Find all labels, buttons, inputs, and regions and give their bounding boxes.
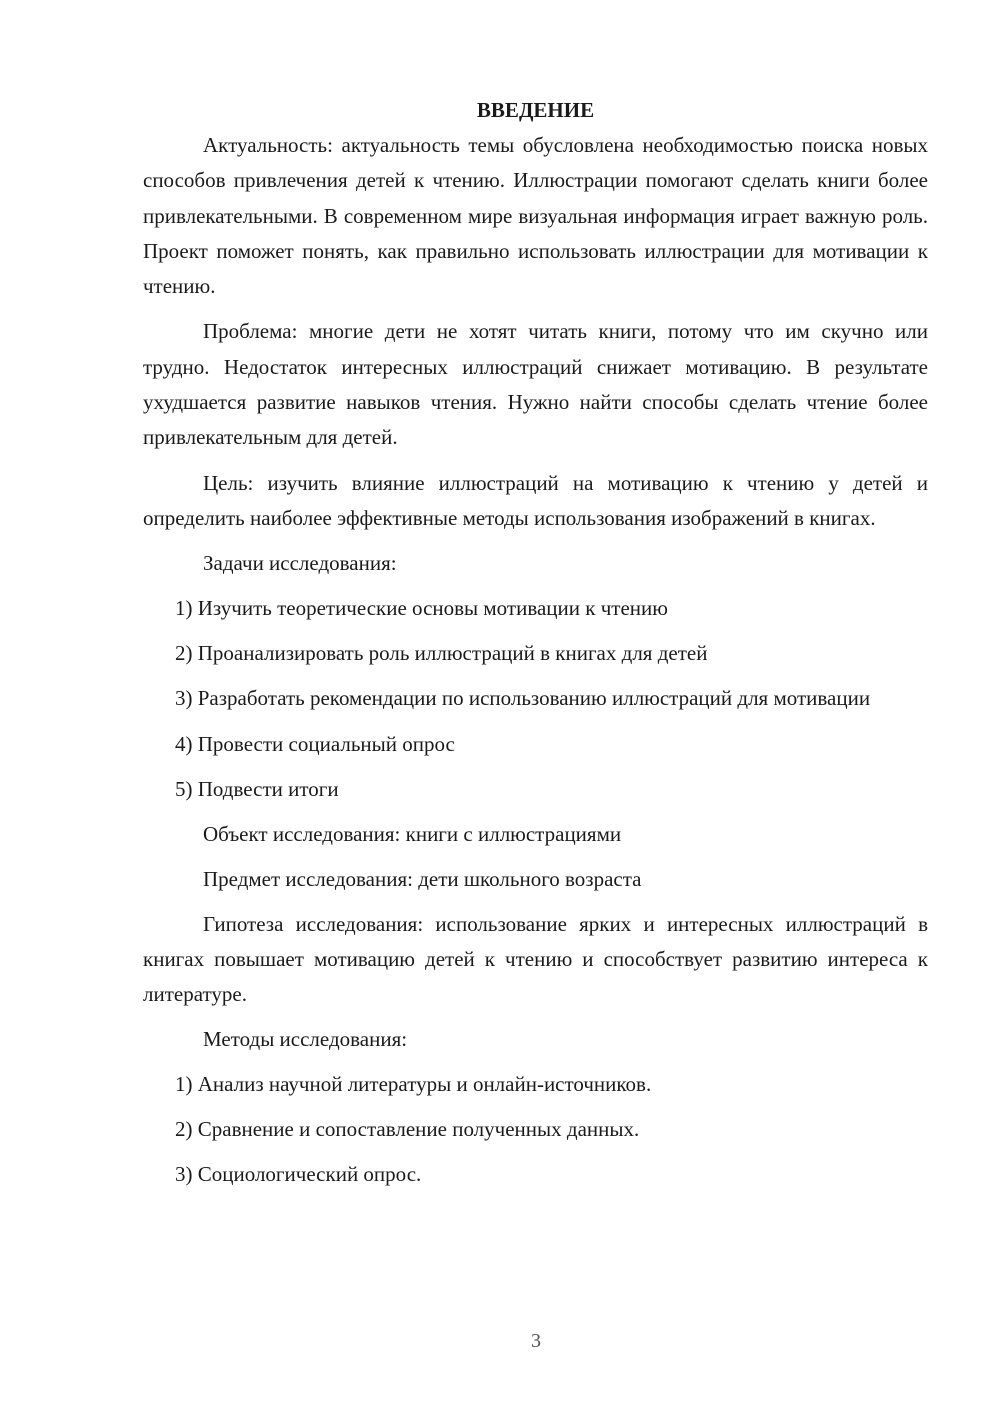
tasks-heading: Задачи исследования: [203,551,397,576]
goal-paragraph: Цель: изучить влияние иллюстраций на мотивацию к чтению у детей и определить наиболее эффективные методы использования изображений в книгах. [143,470,928,530]
research-object: Объект исследования: книги с иллюстрациями [203,821,622,846]
problem-paragraph: Проблема: многие дети не хотят читать книги, потому что им скучно или трудно. Недостаток интересных иллюстраций снижает мотивацию. В результате ухудшается развитие навыков чтения. Нужно найти способы сделать чтение более привлекательным для детей. [143,319,928,450]
methods-heading: Методы исследования: [203,1027,408,1052]
method-item: 2) Сравнение и сопоставление полученных данных. [175,1117,640,1142]
method-item: 1) Анализ научной литературы и онлайн-источников. [175,1072,652,1097]
page-number: 3 [531,1330,541,1352]
research-subject: Предмет исследования: дети школьного возраста [203,866,642,891]
document-page [143,93,928,1192]
hypothesis-paragraph: Гипотеза исследования: использование ярких и интересных иллюстраций в книгах повышает мотивацию детей к чтению и способствует развитию интереса к литературе. [143,911,928,1007]
task-item: 1) Изучить теоретические основы мотивации к чтению [175,596,668,621]
task-item: 3) Разработать рекомендации по использованию иллюстраций для мотивации [175,686,871,711]
relevance-paragraph: Актуальность: актуальность темы обусловлена необходимостью поиска новых способов привлечения детей к чтению. Иллюстрации помогают сделать книги более привлекательными. В современном мире визуальная информация играет важную роль. Проект поможет понять, как правильно использовать иллюстрации для мотивации к чтению. [143,133,928,299]
page-title: ВВЕДЕНИЕ [476,98,595,122]
task-item: 5) Подвести итоги [175,776,339,801]
task-item: 4) Провести социальный опрос [175,731,455,756]
task-item: 2) Проанализировать роль иллюстраций в книгах для детей [175,641,708,666]
method-item: 3) Социологический опрос. [175,1162,422,1187]
